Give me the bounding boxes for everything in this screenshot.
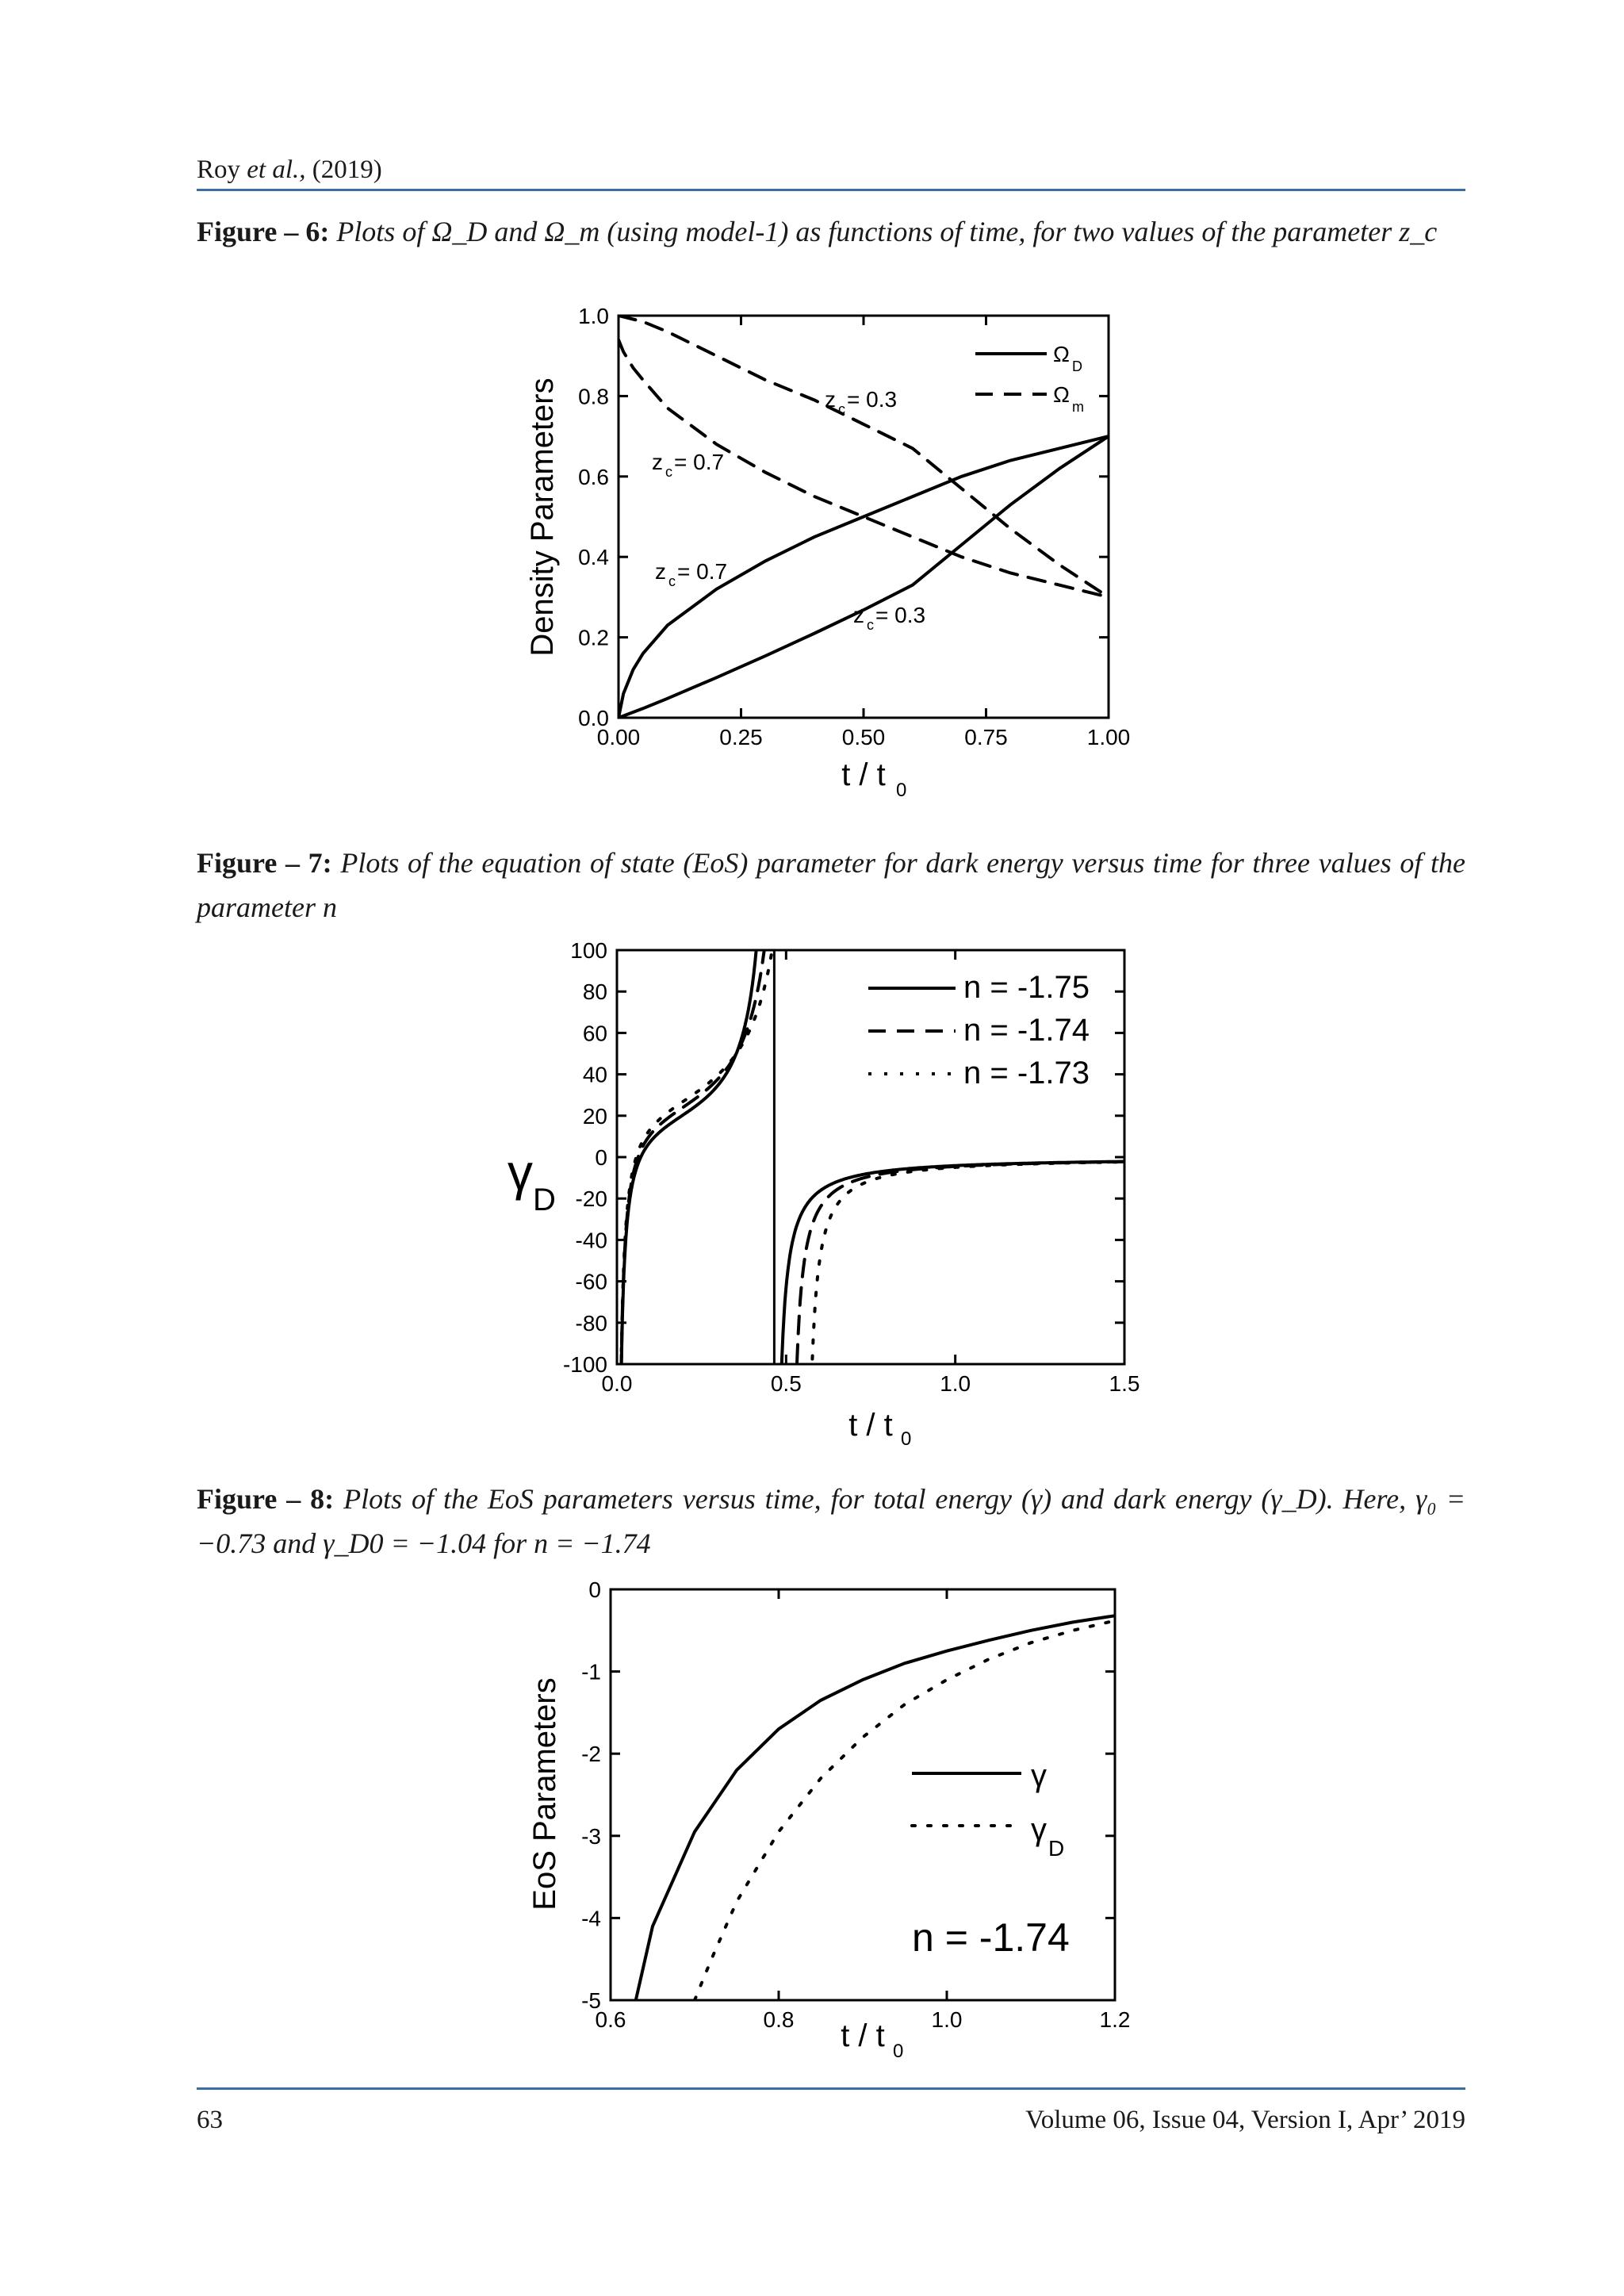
- y-tick-label: 100: [570, 938, 607, 963]
- legend-label-subscript: m: [1072, 399, 1084, 415]
- legend-label-subscript: D: [1048, 1836, 1065, 1861]
- curve-annotation-subscript: c: [668, 573, 676, 589]
- x-tick-label: 1.2: [1099, 2007, 1131, 2032]
- y-axis-label: γ: [508, 1144, 533, 1201]
- curve-annotation-subscript: c: [867, 617, 874, 633]
- x-tick-label: 0.6: [595, 2007, 626, 2032]
- caption-text: Plots of the EoS parameters versus time, for total energy (γ) and dark energy (γ_D). Here, γ₀ = −0.73 and γ_D0 = −1.04 for n = −1.74: [197, 1483, 1466, 1559]
- legend-label-gamma-d: γ: [1031, 1812, 1047, 1847]
- y-axis-label: Density Parameters: [525, 378, 560, 657]
- curve-annotation-value: = 0.3: [847, 387, 898, 412]
- series-right-branch-0: [781, 1162, 1124, 1391]
- y-tick-label: 60: [582, 1021, 607, 1046]
- x-tick-label: 1.0: [931, 2007, 963, 2032]
- curve-annotation-value: = 0.3: [875, 603, 926, 627]
- y-tick-label: 0.2: [578, 625, 609, 650]
- x-tick-label: 0.75: [964, 725, 1008, 749]
- legend-label-subscript: D: [1072, 358, 1082, 374]
- header-year: (2019): [312, 155, 382, 184]
- footer-rule: [197, 2087, 1465, 2090]
- y-tick-label: -1: [581, 1659, 601, 1685]
- x-tick-label: 1.5: [1109, 1371, 1140, 1396]
- x-tick-label: 0.00: [596, 725, 641, 749]
- curve-annotation-value: = 0.7: [674, 450, 725, 474]
- y-tick-label: -5: [581, 1988, 601, 2013]
- x-axis-label: t / t: [848, 1408, 893, 1443]
- x-tick-label: 0.0: [601, 1371, 633, 1396]
- issue-info: Volume 06, Issue 04, Version I, Apr’ 2019: [1025, 2106, 1465, 2134]
- y-tick-label: 1.0: [578, 304, 609, 328]
- plot-series: [619, 316, 1109, 718]
- y-tick-label: 0.6: [578, 464, 609, 489]
- y-tick-label: 0: [588, 1577, 601, 1602]
- x-axis-label: t / t: [841, 2018, 885, 2053]
- page-number: 63: [197, 2106, 223, 2134]
- y-tick-label: 0.0: [578, 706, 609, 730]
- x-tick-label: 1.00: [1086, 725, 1131, 749]
- x-tick-label: 0.8: [763, 2007, 795, 2032]
- y-axis-label-subscript: D: [533, 1182, 556, 1217]
- legend-label-omega-d: Ω: [1053, 342, 1070, 366]
- x-tick-label: 0.25: [719, 725, 763, 749]
- y-tick-label: 40: [582, 1062, 607, 1087]
- y-tick-label: -20: [575, 1186, 607, 1212]
- figure-8-chart: [527, 1577, 1130, 2062]
- x-tick-label: 0.50: [841, 725, 886, 749]
- legend-label: n = -1.74: [963, 1013, 1090, 1048]
- n-value-annotation: n = -1.74: [912, 1915, 1070, 1960]
- series-right-branch-1: [796, 1162, 1124, 1391]
- x-axis-label: t / t: [841, 757, 886, 792]
- header-authors: Roy: [197, 155, 241, 184]
- x-tick-label: 0.5: [770, 1371, 802, 1396]
- caption-label: Figure – 7:: [197, 847, 332, 879]
- y-tick-label: -40: [575, 1228, 607, 1253]
- x-axis-label-subscript: 0: [901, 1428, 912, 1450]
- series-right-branch-2: [811, 1162, 1124, 1390]
- curve-annotation: z: [652, 450, 663, 474]
- y-tick-label: -4: [581, 1906, 601, 1931]
- y-tick-label: 0.8: [578, 384, 609, 409]
- x-axis-label-subscript: 0: [893, 2041, 904, 2062]
- series-left-branch-1: [621, 916, 768, 1373]
- header-etal: et al.,: [247, 155, 306, 184]
- figure-7-chart: [508, 912, 1139, 1450]
- y-tick-label: -2: [581, 1742, 601, 1767]
- y-tick-label: 80: [582, 979, 607, 1005]
- legend-label: n = -1.75: [963, 970, 1090, 1005]
- y-axis-label: EoS Parameters: [527, 1677, 562, 1911]
- curve-annotation-subscript: c: [665, 464, 672, 480]
- y-tick-label: 20: [582, 1103, 607, 1129]
- y-tick-label: -60: [575, 1269, 607, 1294]
- caption-text: Plots of the equation of state (EoS) parameter for dark energy versus time for three values of the parameter n: [197, 847, 1466, 923]
- curve-annotation-subscript: c: [838, 401, 845, 417]
- curve-annotation: z: [825, 387, 836, 412]
- y-tick-label: 0.4: [578, 545, 609, 570]
- figure-6-chart: [525, 304, 1130, 801]
- y-tick-label: -80: [575, 1310, 607, 1336]
- caption-label: Figure – 8:: [197, 1483, 335, 1515]
- x-tick-label: 1.0: [940, 1371, 971, 1396]
- legend-label-gamma: γ: [1031, 1758, 1047, 1793]
- curve-annotation: z: [655, 559, 666, 584]
- x-axis-label-subscript: 0: [896, 780, 907, 801]
- curve-annotation: z: [853, 603, 864, 627]
- legend-label-omega-m: Ω: [1053, 382, 1070, 407]
- caption-label: Figure – 6:: [197, 216, 330, 247]
- y-tick-label: -100: [562, 1352, 607, 1377]
- y-tick-label: 0: [595, 1145, 607, 1170]
- legend-label: n = -1.73: [963, 1056, 1090, 1091]
- caption-text: Plots of Ω_D and Ω_m (using model-1) as functions of time, for two values of the parameter z_c: [336, 216, 1438, 247]
- y-tick-label: -3: [581, 1823, 601, 1849]
- curve-annotation-value: = 0.7: [677, 559, 728, 584]
